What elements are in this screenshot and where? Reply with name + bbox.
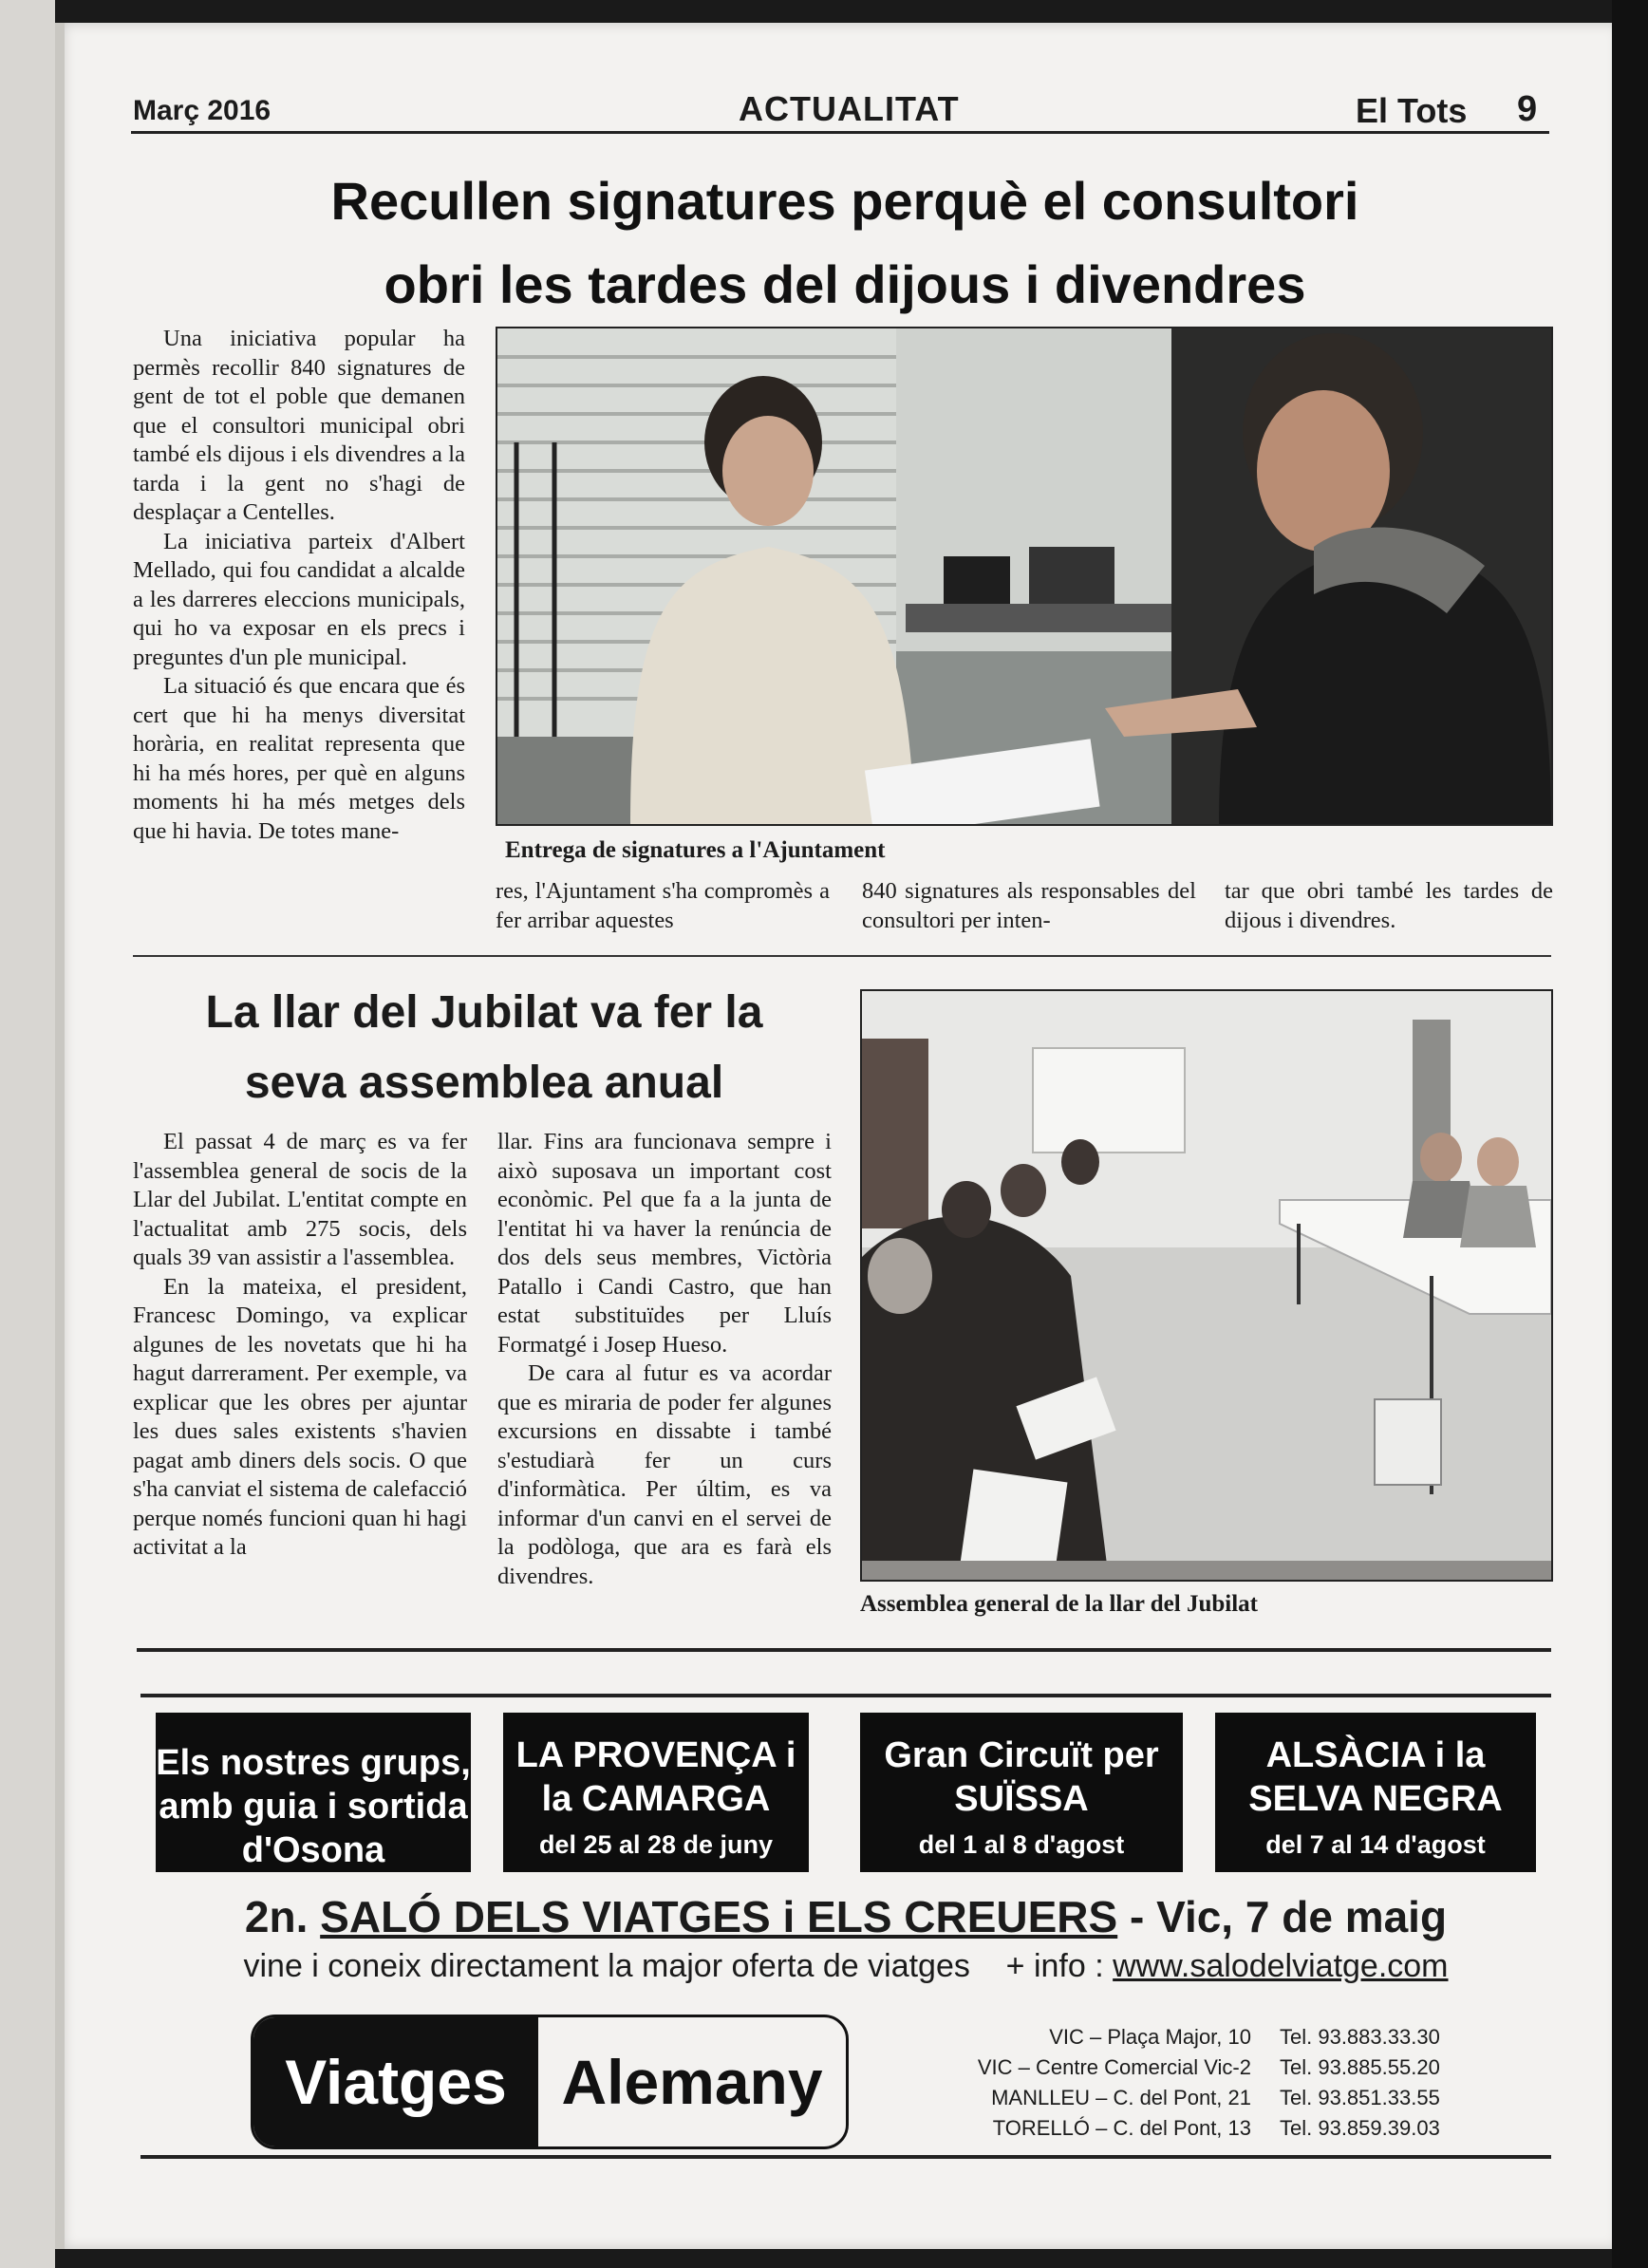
ad-box-dates: del 7 al 14 d'agost bbox=[1265, 1830, 1486, 1859]
address-phone: Tel. 93.851.33.55 bbox=[1280, 2086, 1440, 2109]
publication-name: El Tots bbox=[1356, 91, 1468, 130]
ad-box-provence bbox=[503, 1713, 809, 1872]
paragraph: La iniciativa parteix d'Albert Mellado, qui fou candidat a alcalde a les darreres eleccions municipals, qui ho va exposar en els precs i preguntes d'un ple municipal. bbox=[133, 528, 465, 670]
ad-top-border bbox=[140, 1694, 1551, 1697]
office-scene-illustration bbox=[497, 328, 1551, 824]
article1-photo bbox=[496, 327, 1553, 826]
ad-box-dates: del 1 al 8 d'agost bbox=[918, 1830, 1125, 1859]
ad-box-title: ALSÀCIA i la SELVA NEGRA bbox=[1248, 1735, 1503, 1819]
address-place: TORELLÓ – C. del Pont, 13 bbox=[992, 2116, 1251, 2140]
section-title: ACTUALITAT bbox=[739, 89, 960, 128]
address-phone: Tel. 93.859.39.03 bbox=[1280, 2116, 1440, 2140]
fair-website-link[interactable]: www.salodelviatge.com bbox=[1113, 1948, 1449, 1984]
ad-bottom-border bbox=[140, 2155, 1551, 2159]
agency-logo bbox=[251, 2015, 849, 2149]
article2-photo bbox=[860, 989, 1553, 1582]
fair-subtitle-text: vine i coneix directament la major oferta de viatges + info : bbox=[243, 1948, 1114, 1984]
section-divider bbox=[137, 1648, 1551, 1652]
article2-headline bbox=[142, 978, 826, 1118]
fair-name: SALÓ DELS VIATGES i ELS CREUERS bbox=[320, 1892, 1118, 1941]
logo-word-2: Alemany bbox=[561, 2047, 823, 2117]
fair-date: - Vic, 7 de maig bbox=[1117, 1892, 1448, 1941]
section-divider bbox=[133, 955, 1551, 957]
paragraph: llar. Fins ara funcionava sempre i això suposava un important cost econòmic. Pel que fa a la junta de l'entitat hi va haver la renúncia de dos dels seus membres, Victòria Patallo i Candi Castro, que han estat substituïdes per Lluís Formatgé i Josep Hueso. bbox=[497, 1129, 832, 1358]
ad-box-alsace bbox=[1215, 1713, 1536, 1872]
headline-line-2: seva assemblea anual bbox=[244, 1058, 724, 1108]
ad-box-groups bbox=[156, 1713, 471, 1872]
address-place: VIC – Plaça Major, 10 bbox=[1049, 2025, 1251, 2049]
article1-column-4 bbox=[1225, 877, 1553, 935]
article1-column-3 bbox=[862, 877, 1196, 935]
fair-title bbox=[140, 1891, 1551, 1942]
logo-word-1: Viatges bbox=[253, 2017, 538, 2146]
photo-caption: Assemblea general de la llar del Jubilat bbox=[860, 1591, 1258, 1617]
address-phone: Tel. 93.885.55.20 bbox=[1280, 2055, 1440, 2079]
page-header bbox=[131, 87, 1549, 134]
paragraph: res, l'Ajuntament s'ha compromès a fer arribar aquestes bbox=[496, 878, 830, 933]
assembly-scene-illustration bbox=[862, 991, 1551, 1580]
fair-title-prefix: 2n. bbox=[244, 1892, 321, 1941]
paragraph: La situació és que encara que és cert que hi ha menys diversitat horària, en realitat representa que hi ha més hores, per què en alguns moments hi ha més metges dels que hi havia. De totes mane- bbox=[133, 673, 465, 844]
page-number: 9 bbox=[1517, 89, 1538, 129]
fair-subtitle bbox=[140, 1948, 1551, 1985]
address-place: VIC – Centre Comercial Vic-2 bbox=[977, 2055, 1251, 2079]
travel-advertisement bbox=[140, 1694, 1551, 2164]
paragraph: tar que obri també les tardes de dijous i divendres. bbox=[1225, 878, 1553, 933]
ad-box-title: LA PROVENÇA i la CAMARGA bbox=[515, 1735, 796, 1819]
photo-caption: Entrega de signatures a l'Ajuntament bbox=[505, 837, 886, 863]
headline-line-1: Recullen signatures perquè el consultori bbox=[330, 171, 1359, 231]
headline-line-2: obri les tardes del dijous i divendres bbox=[384, 254, 1306, 314]
article1-column-1 bbox=[133, 325, 465, 846]
address-row bbox=[881, 2083, 1545, 2113]
ad-box-switzerland bbox=[860, 1713, 1183, 1872]
page-fold-shadow bbox=[55, 23, 65, 2249]
paragraph: De cara al futur es va acordar que es miraria de poder fer algunes excursions en dissabte i també s'estudiarà fer un curs d'informàtica. Per últim, es va informar d'un canvi en el servei de la podòloga, que ara es farà els divendres. bbox=[497, 1360, 832, 1589]
paragraph: 840 signatures als responsables del consultori per inten- bbox=[862, 878, 1196, 933]
issue-date: Març 2016 bbox=[133, 95, 272, 126]
address-place: MANLLEU – C. del Pont, 21 bbox=[991, 2086, 1251, 2109]
article2-column-2 bbox=[497, 1128, 832, 1591]
address-phone: Tel. 93.883.33.30 bbox=[1280, 2025, 1440, 2049]
address-row bbox=[881, 2113, 1545, 2144]
headline-line-1: La llar del Jubilat va fer la bbox=[205, 987, 763, 1038]
ad-box-title: Els nostres grups, amb guia i sortida d'Osona bbox=[156, 1743, 471, 1870]
scanner-background bbox=[1612, 0, 1648, 2268]
ad-box-title: Gran Circuït per SUÏSSA bbox=[884, 1735, 1159, 1819]
article1-column-2 bbox=[496, 877, 830, 935]
paragraph: En la mateixa, el president, Francesc Domingo, va explicar algunes de les novetats que hi ha hagut darrerament. Per exemple, va explicar que les obres per ajuntar les dues sales existents s'havien pagat amb diners dels socis. O que s'ha canviat el sistema de calefacció perque només funcioni quan hi hagi activitat a la bbox=[133, 1273, 467, 1560]
article1-headline bbox=[142, 159, 1547, 327]
address-row bbox=[881, 2022, 1545, 2052]
paragraph: Una iniciativa popular ha permès recollir 840 signatures de gent de tot el poble que demanen que el consultori municipal obri també els dijous i els divendres a la tarda i la gent no s'hagi de desplaçar a Centelles. bbox=[133, 326, 465, 525]
agency-addresses bbox=[881, 2022, 1545, 2144]
address-row bbox=[881, 2052, 1545, 2083]
ad-box-dates: del 25 al 28 de juny bbox=[538, 1830, 774, 1859]
paragraph: El passat 4 de març es va fer l'assemblea general de socis de la Llar del Jubilat. L'entitat compte en l'actualitat amb 275 socis, dels quals 39 van assistir a l'assemblea. bbox=[133, 1129, 467, 1270]
article2-column-1 bbox=[133, 1128, 467, 1563]
page-gutter bbox=[0, 0, 55, 2268]
